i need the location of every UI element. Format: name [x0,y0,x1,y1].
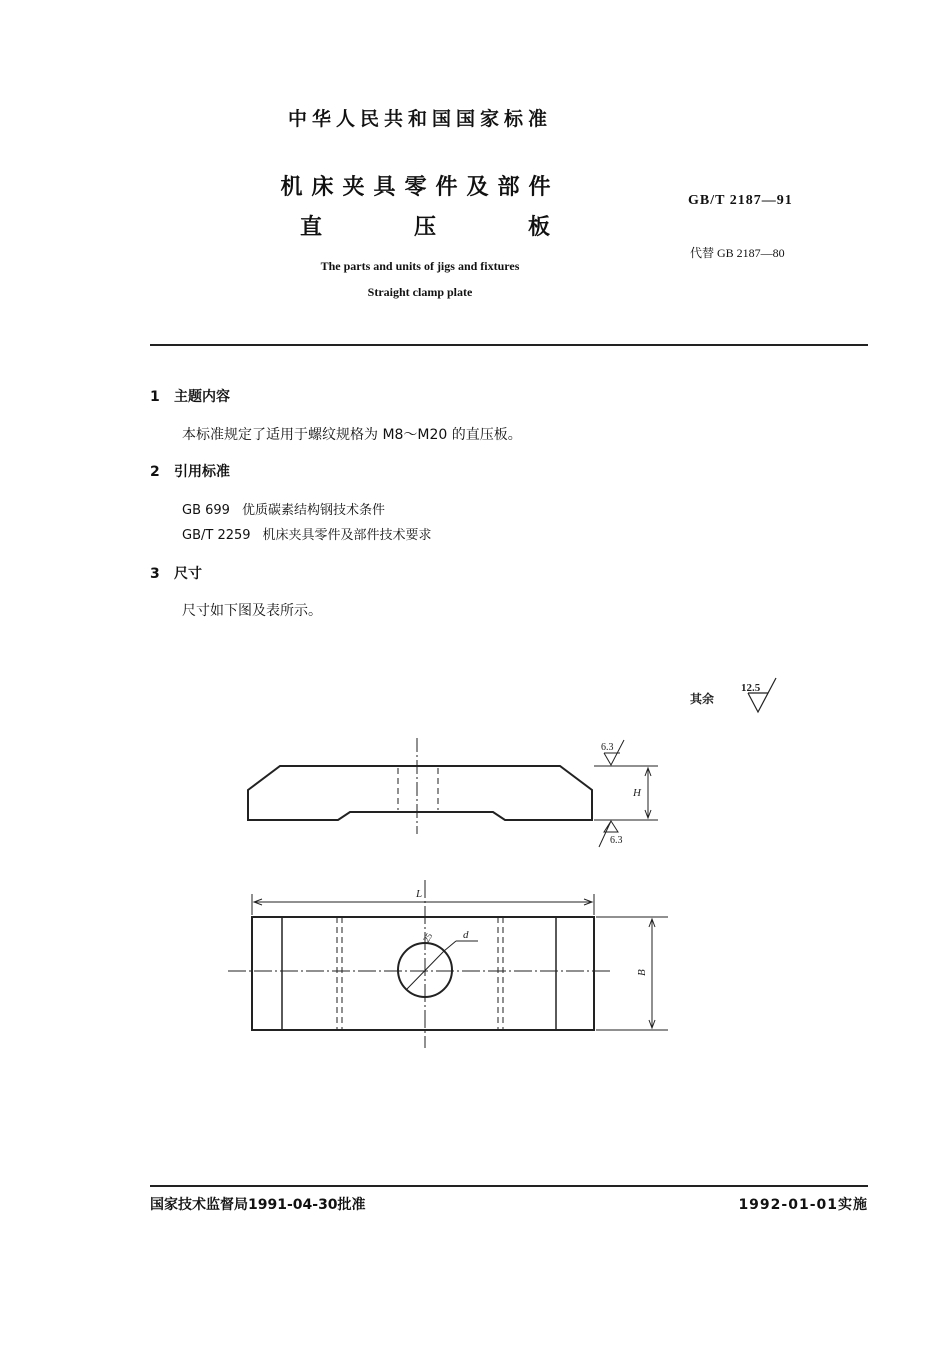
reference-code: GB/T 2259 [182,528,251,543]
reference-code: GB 699 [182,503,230,518]
replaces-note: 代替 GB 2187—80 [690,246,785,260]
leader-line [444,941,456,951]
title-cn-line1: 机床夹具零件及部件 [280,175,560,200]
section-title: 尺寸 [174,566,202,582]
dim-label-L: L [416,888,423,900]
section-title: 主题内容 [174,389,230,405]
title-char: 压 [413,215,436,240]
approval-date: 国家技术监督局1991-04-30批准 [150,1197,366,1213]
dim-label-H: H [633,787,641,799]
section-number: 3 [150,566,160,582]
section-3-text: 尺寸如下图及表所示。 [182,603,322,619]
footer-divider [150,1185,868,1187]
title-char: 直 [300,215,323,240]
section-number: 1 [150,389,160,405]
roughness-bottom-value: 6.3 [610,835,623,846]
roughness-top-value: 6.3 [601,742,614,753]
other-label: 其余 [690,692,715,706]
section-number: 2 [150,464,160,480]
title-char: 板 [527,215,550,240]
title-en-line2: Straight clamp plate [367,285,473,299]
dim-label-d: d [463,929,469,941]
title-en-line1: The parts and units of jigs and fixtures [320,259,520,273]
national-standard-heading: 中华人民共和国国家标准 [287,108,552,130]
side-view-outline [248,766,592,820]
reference-name: 机床夹具零件及部件技术要求 [262,528,432,543]
roughness-other-value: 12.5 [741,682,761,694]
hole-roughness-value: 25 [421,931,435,944]
effective-date: 1992-01-01实施 [738,1197,868,1213]
dim-label-B: B [636,969,648,976]
section-title: 引用标准 [174,464,230,480]
section-1-text: 本标准规定了适用于螺纹规格为 M8～M20 的直压板。 [182,427,522,443]
reference-name: 优质碳素结构钢技术条件 [241,503,385,518]
standard-code: GB/T 2187—91 [688,193,793,208]
